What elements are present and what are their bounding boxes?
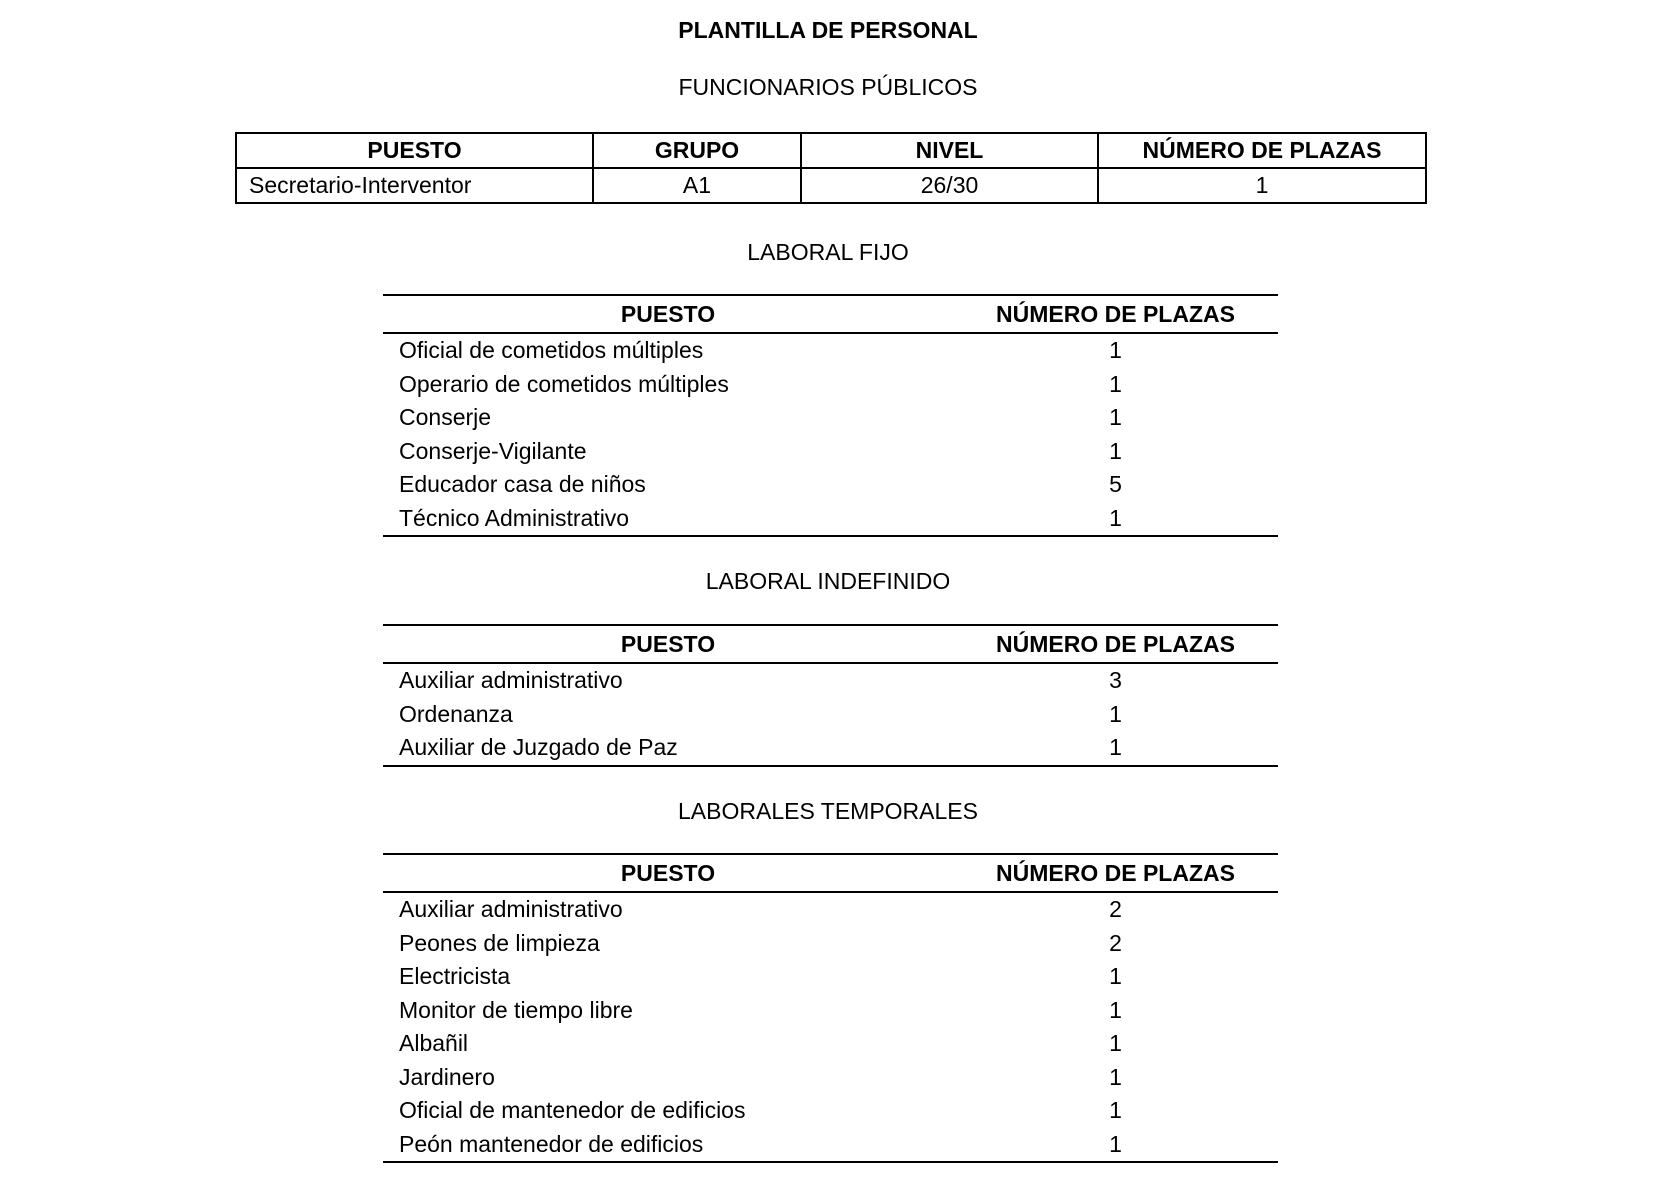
table-row: [236, 168, 1426, 203]
cell-plazas: 1: [1109, 337, 1122, 363]
column-header-puesto: PUESTO: [383, 295, 953, 333]
table-row: [383, 698, 1278, 732]
column-header-nivel: NIVEL: [801, 133, 1098, 168]
cell-puesto: Auxiliar administrativo: [399, 667, 623, 693]
cell-puesto: Secretario-Interventor: [236, 168, 593, 203]
cell-plazas: 1: [1109, 370, 1122, 397]
table-row: [383, 663, 1278, 698]
cell-grupo: A1: [593, 168, 801, 203]
table-row: [383, 368, 1278, 402]
cell-puesto: Conserje: [399, 404, 492, 430]
column-header-plazas: NÚMERO DE PLAZAS: [953, 295, 1278, 333]
cell-plazas: 1: [1109, 1063, 1122, 1090]
column-header-puesto: PUESTO: [236, 133, 593, 168]
cell-plazas: 5: [1109, 471, 1122, 497]
table-row: [383, 927, 1278, 961]
cell-puesto: Oficial de mantenedor de edificios: [399, 1097, 746, 1123]
laboral-fijo-table: [383, 294, 1278, 537]
cell-plazas: 1: [1109, 1030, 1122, 1056]
table-header-row: [383, 854, 1278, 892]
cell-puesto: Ordenanza: [399, 700, 513, 727]
table-header-row: [383, 625, 1278, 663]
table-row: [383, 1128, 1278, 1163]
cell-plazas: 1: [953, 502, 1278, 537]
table-row: [383, 333, 1278, 368]
table-row: [383, 468, 1278, 502]
cell-plazas: 3: [1109, 667, 1122, 693]
laborales-temporales-table: [383, 853, 1278, 1163]
page-title: PLANTILLA DE PERSONAL: [678, 17, 978, 43]
cell-nivel: 26/30: [801, 168, 1098, 203]
section-title-laboral-indefinido: LABORAL INDEFINIDO: [705, 568, 951, 594]
table-row: [383, 994, 1278, 1028]
laboral-indefinido-table: [383, 624, 1278, 767]
table-header-row: [236, 133, 1426, 168]
cell-plazas: 2: [1109, 896, 1122, 922]
column-header-plazas: NÚMERO DE PLAZAS: [953, 854, 1278, 892]
cell-plazas: 1: [1109, 437, 1122, 464]
cell-plazas: 1: [953, 731, 1278, 766]
cell-puesto: Conserje-Vigilante: [399, 437, 587, 464]
cell-puesto: Albañil: [399, 1030, 469, 1056]
cell-puesto: Electricista: [399, 963, 511, 989]
column-header-puesto: PUESTO: [383, 625, 953, 663]
cell-puesto: Peones de limpieza: [399, 929, 600, 956]
cell-puesto: Auxiliar de Juzgado de Paz: [383, 731, 953, 766]
cell-plazas: 1: [953, 1128, 1278, 1163]
cell-puesto: Auxiliar administrativo: [399, 896, 623, 922]
table-row: [383, 1061, 1278, 1095]
cell-plazas: 1: [1109, 404, 1122, 430]
table-row: [383, 435, 1278, 469]
table-row: [383, 401, 1278, 435]
table-row: [383, 1027, 1278, 1061]
cell-puesto: Técnico Administrativo: [383, 502, 953, 537]
cell-plazas: 1: [1098, 168, 1426, 203]
table-row: [383, 731, 1278, 766]
column-header-puesto: PUESTO: [383, 854, 953, 892]
column-header-plazas: NÚMERO DE PLAZAS: [1098, 133, 1426, 168]
cell-plazas: 1: [1109, 1097, 1122, 1123]
cell-puesto: Educador casa de niños: [399, 471, 646, 497]
table-header-row: [383, 295, 1278, 333]
cell-plazas: 2: [1109, 929, 1122, 956]
cell-puesto: Jardinero: [399, 1063, 495, 1090]
cell-puesto: Peón mantenedor de edificios: [383, 1128, 953, 1163]
table-row: [383, 502, 1278, 537]
funcionarios-table: [235, 132, 1427, 204]
section-title-laboral-fijo: LABORAL FIJO: [747, 239, 909, 265]
table-row: [383, 892, 1278, 927]
cell-puesto: Operario de cometidos múltiples: [399, 370, 729, 397]
table-row: [383, 960, 1278, 994]
cell-puesto: Monitor de tiempo libre: [399, 996, 633, 1023]
column-header-plazas: NÚMERO DE PLAZAS: [953, 625, 1278, 663]
section-title-funcionarios: FUNCIONARIOS PÚBLICOS: [678, 74, 978, 100]
section-title-laborales-temporales: LABORALES TEMPORALES: [678, 798, 978, 824]
column-header-grupo: GRUPO: [593, 133, 801, 168]
cell-plazas: 1: [1109, 700, 1122, 727]
cell-plazas: 1: [1109, 963, 1122, 989]
cell-puesto: Oficial de cometidos múltiples: [399, 337, 704, 363]
table-row: [383, 1094, 1278, 1128]
cell-plazas: 1: [1109, 996, 1122, 1023]
